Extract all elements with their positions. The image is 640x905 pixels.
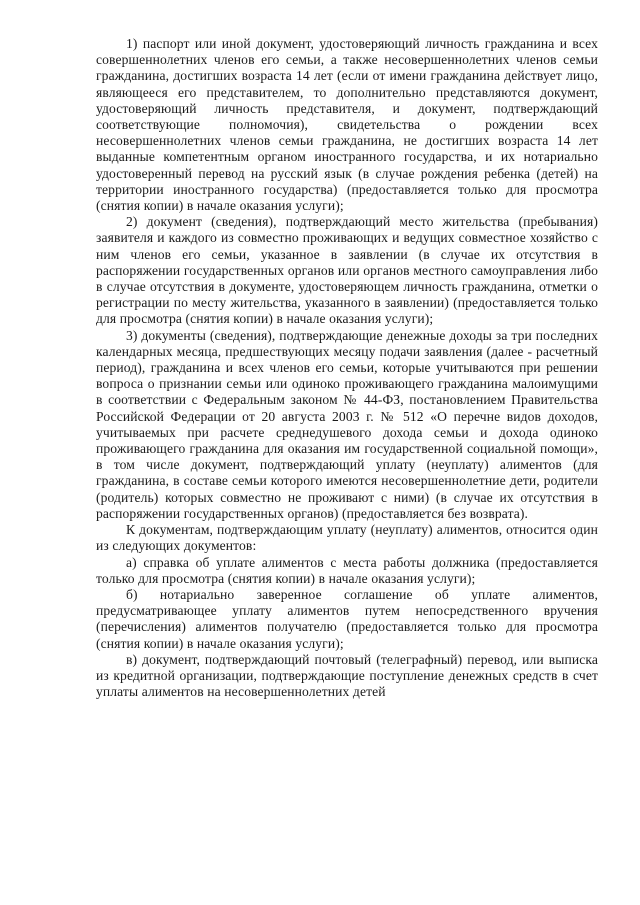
paragraph-alimony-intro: К документам, подтверждающим уплату (неуплату) алиментов, относится один из следующих документов: xyxy=(96,522,598,554)
paragraph-subitem-v: в) документ, подтверждающий почтовый (телеграфный) перевод, или выписка из кредитной организации, подтверждающие поступление денежных средств в счет уплаты алиментов на несовершеннолетних детей xyxy=(96,651,598,700)
document-page xyxy=(96,36,598,700)
paragraph-subitem-a: а) справка об уплате алиментов с места работы должника (предоставляется только для просмотра (снятия копии) в начале оказания услуги); xyxy=(96,554,598,586)
paragraph-item-3-income: 3) документы (сведения), подтверждающие денежные доходы за три последних календарных месяца, предшествующих месяцу подачи заявления (далее - расчетный период), гражданина и всех членов его семьи, которые учитываются при решении вопроса о признании семьи или одиноко проживающего гражданина малоимущими в соответствии с Федеральным законом № 44-ФЗ, постановлением Правительства Российской Федерации от 20 августа 2003 г. № 512 «О перечне видов доходов, учитываемых при расчете среднедушевого дохода семьи и дохода одиноко проживающего гражданина для оказания им государственной социальной помощи», в том числе документ, подтверждающий уплату (неуплату) алиментов (для гражданина, в составе семьи которого имеются несовершеннолетние дети, родители (родитель) которых совместно не проживают с ними) (в случае их отсутствия в распоряжении государственных органов) (предоставляется без возврата). xyxy=(96,327,598,521)
paragraph-item-1-passport: 1) паспорт или иной документ, удостоверяющий личность гражданина и всех совершеннолетних членов его семьи, а также несовершеннолетних членов семьи гражданина, достигших возраста 14 лет (если от имени гражданина действует лицо, являющееся его представителем, то дополнительно представляются документ, удостоверяющий личность представителя, и документ, подтверждающий соответствующие полномочия), свидетельства о рождении всех несовершеннолетних членов семьи гражданина, не достигших возраста 14 лет выданные компетентным органом иностранного государства, и их нотариально удостоверенный перевод на русский язык (в случае рождения ребенка (детей) на территории иностранного государства) (предоставляется только для просмотра (снятия копии) в начале оказания услуги); xyxy=(96,36,598,214)
paragraph-subitem-b: б) нотариально заверенное соглашение об уплате алиментов, предусматривающее уплату алиментов путем непосредственного вручения (перечисления) алиментов получателю (предоставляется только для просмотра (снятия копии) в начале оказания услуги); xyxy=(96,586,598,651)
paragraph-item-2-residence: 2) документ (сведения), подтверждающий место жительства (пребывания) заявителя и каждого из совместно проживающих и ведущих совместное хозяйство с ним членов его семьи, указанное в заявлении (в случае их отсутствия в распоряжении государственных органов или органов местного самоуправления либо в случае отсутствия в документе, удостоверяющем личность гражданина, отметки о регистрации по месту жительства, указанного в заявлении) (предоставляется только для просмотра (снятия копии) в начале оказания услуги); xyxy=(96,214,598,327)
